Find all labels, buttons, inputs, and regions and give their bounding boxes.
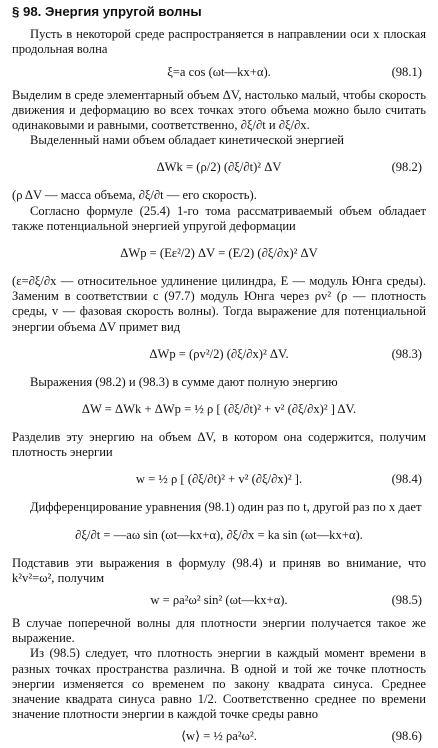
equation-formula: ξ=a cos (ωt—kx+α). <box>167 64 271 79</box>
section-heading: § 98. Энергия упругой волны <box>12 4 202 19</box>
equation-formula: ΔWp = (ρv²/2) (∂ξ/∂x)² ΔV. <box>149 346 289 361</box>
equation-number: (98.1) <box>391 64 422 79</box>
equation-98-4 <box>12 462 426 496</box>
equation-number: (98.5) <box>391 593 422 608</box>
paragraph: (ε=∂ξ/∂x — относительное удлинение цилиндра, E — модуль Юнга среды). Заменим в соответствии с (97.7) модуль Юнга через ρv² (ρ — плотность среды, v — фазовая скорость волны). Тогда выражение для потенциальной энергии объема ΔV примет вид <box>12 274 426 334</box>
equation-98-5 <box>12 588 426 612</box>
equation-number: (98.2) <box>391 160 422 175</box>
equation-number: (98.3) <box>391 346 422 361</box>
equation-formula: ΔW = ΔWk + ΔWp = ½ ρ [ (∂ξ/∂t)² + v² (∂ξ/∂x)² ] ΔV. <box>81 402 357 417</box>
equation-formula: w = ½ ρ [ (∂ξ/∂t)² + v² (∂ξ/∂x)² ]. <box>135 472 303 487</box>
paragraph: (ρ ΔV — масса объема, ∂ξ/∂t — его скорость). <box>12 188 257 203</box>
equation-potential-energy <box>12 236 426 270</box>
paragraph: Пусть в некоторой среде распространяется в направлении оси x плоская продольная волна <box>12 27 426 57</box>
paragraph: Из (98.5) следует, что плотность энергии в каждый момент времени в разных точках пространства различна. В одной и той же точке плотность энергии изменяется со временем по закону квадрата синуса. Среднее значение квадрата синуса равно 1/2. Соответственно среднее по времени значение плотности энергии в каждой точке среды равно <box>12 646 426 722</box>
equation-98-1 <box>12 60 426 84</box>
paragraph: Подставив эти выражения в формулу (98.4) и приняв во внимание, что k²v²=ω², получим <box>12 555 426 585</box>
paragraph: Дифференцирование уравнения (98.1) один раз по t, другой раз по x дает <box>30 500 422 515</box>
equation-formula: ∂ξ/∂t = —aω sin (ωt—kx+α), ∂ξ/∂x = ka sin (ωt—kx+α). <box>75 527 363 542</box>
equation-98-6 <box>12 724 426 748</box>
paragraph: Согласно формуле (25.4) 1-го тома рассматриваемый объем обладает также потенциальной энергией упругой деформации <box>12 203 426 233</box>
equation-formula: ⟨w⟩ = ½ ρa²ω². <box>181 729 257 744</box>
equation-total-energy <box>12 392 426 426</box>
equation-formula: ΔWp = (Eε²/2) ΔV = (E/2) (∂ξ/∂x)² ΔV <box>120 246 318 261</box>
paragraph: Разделив эту энергию на объем ΔV, в котором она содержится, получим плотность энергии <box>12 430 426 460</box>
equation-98-3 <box>12 337 426 371</box>
equation-formula: w = ρa²ω² sin² (ωt—kx+α). <box>150 593 288 608</box>
equation-98-2 <box>12 150 426 184</box>
equation-number: (98.6) <box>391 729 422 744</box>
equation-derivatives <box>12 518 426 552</box>
paragraph: Выделим в среде элементарный объем ΔV, настолько малый, чтобы скорость движения и деформацию во всех точках этого объема можно было считать одинаковыми и равными, соответственно, ∂ξ/∂t и ∂ξ/∂x. <box>12 87 426 133</box>
paragraph: В случае поперечной волны для плотности энергии получается такое же выражение. <box>12 616 426 646</box>
equation-formula: ΔWk = (ρ/2) (∂ξ/∂t)² ΔV <box>156 160 282 175</box>
paragraph: Выделенный нами объем обладает кинетической энергией <box>30 133 345 148</box>
equation-number: (98.4) <box>391 472 422 487</box>
paragraph: Выражения (98.2) и (98.3) в сумме дают полную энергию <box>30 374 338 389</box>
